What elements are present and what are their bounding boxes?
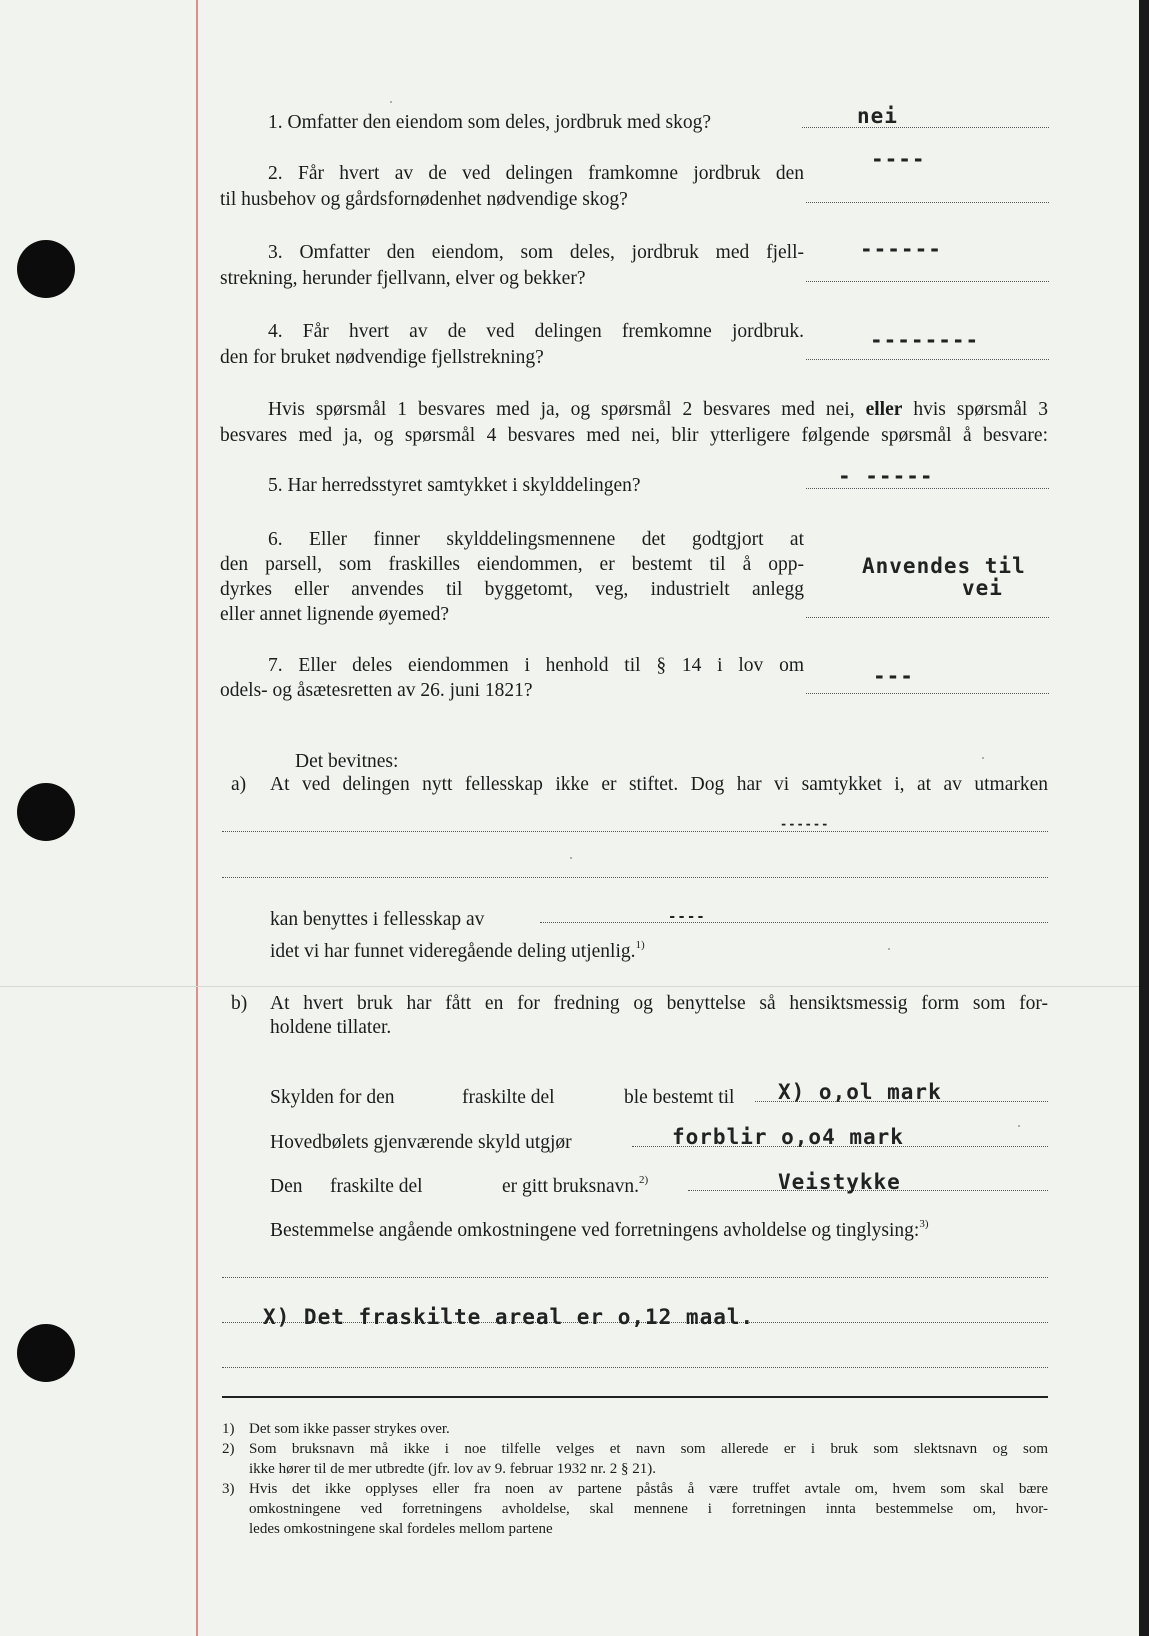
answer-4: -------- — [870, 328, 980, 352]
attest-a-text: At ved delingen nytt fellesskap ikke er stiftet. Dog har vi samtykket i, at av utmarken — [270, 774, 1048, 795]
question-4-line2: den for bruket nødvendige fjellstrekning? — [220, 347, 544, 368]
answer-2: ---- — [871, 147, 926, 171]
answer-line-6 — [806, 617, 1049, 618]
answer-line-1 — [802, 127, 1049, 128]
question-6-line2: den parsell, som fraskilles eiendommen, er bestemt til å opp- — [220, 554, 804, 575]
question-6-line3: dyrkes eller anvendes til byggetomt, veg, industrielt anlegg — [220, 579, 804, 600]
omk-label: Bestemmelse angående omkostningene ved forretningens avholdelse og tinglysing:$^{3)}$ — [270, 1218, 929, 1241]
answer-line-5 — [806, 488, 1049, 489]
answer-5: - ----- — [838, 464, 934, 488]
answer-6-line1: Anvendes til — [862, 554, 1026, 578]
found-text: idet vi har funnet videregående deling utjenlig.$^{1)}$ — [270, 939, 645, 962]
footnote-2-ref: 2) — [222, 1441, 235, 1457]
footnote-3-line3: ledes omkostningene skal fordeles mellom partene — [249, 1521, 553, 1537]
speck — [570, 857, 572, 859]
answer-line-4 — [806, 359, 1049, 360]
speck — [888, 948, 890, 950]
utmark-fill: ------ — [780, 817, 830, 831]
page-fold — [0, 986, 1140, 987]
question-7-line1: 7. Eller deles eiendommen i henhold til § 14 i lov om — [268, 655, 804, 676]
shared-label: kan benyttes i fellesskap av — [270, 909, 485, 930]
question-1: 1. Omfatter den eiendom som deles, jordbruk med skog? — [268, 112, 711, 133]
question-2-line2: til husbehov og gårdsfornødenhet nødvendige skog? — [220, 189, 628, 210]
skyld-label-1: Skylden for den — [270, 1087, 395, 1108]
condition-line1: Hvis spørsmål 1 besvares med ja, og spørsmål 2 besvares med nei, eller hvis spørsmål 3 — [268, 399, 1049, 420]
areal-note: X) Det fraskilte areal er o,12 maal. — [263, 1305, 755, 1329]
navn-label-1: Den — [270, 1176, 303, 1197]
answer-6-line2: vei — [962, 576, 1003, 600]
attest-b-line2: holdene tillater. — [270, 1017, 392, 1038]
speck — [390, 101, 392, 103]
question-3-line2: strekning, herunder fjellvann, elver og bekker? — [220, 268, 586, 289]
attest-b-line1: At hvert bruk har fått en for fredning og benyttelse så hensiktsmessig form som for- — [270, 993, 1048, 1014]
hoved-label: Hovedbølets gjenværende skyld utgjør — [270, 1132, 572, 1153]
footnote-3-ref: 3) — [222, 1481, 235, 1497]
footnote-3-line1: Hvis det ikke opplyses eller fra noen av partene påstås å være truffet avtale om, hvem som skal bære — [249, 1481, 1048, 1497]
speck — [982, 757, 984, 759]
attest-heading: Det bevitnes: — [295, 751, 399, 772]
navn-value: Veistykke — [778, 1170, 901, 1194]
utmark-line-1 — [222, 831, 1048, 832]
question-6-line1: 6. Eller finner skylddelingsmennene det godtgjort at — [268, 529, 804, 550]
margin-line — [196, 0, 198, 1636]
question-6-line4: eller annet lignende øyemed? — [220, 604, 450, 625]
hoved-value: forblir o,o4 mark — [672, 1125, 904, 1149]
question-7-line2: odels- og åsætesretten av 26. juni 1821? — [220, 680, 533, 701]
footnote-1: Det som ikke passer strykes over. — [249, 1421, 450, 1437]
navn-label-2: fraskilte del — [330, 1176, 423, 1197]
footnote-3-line2: omkostningene ved forretningens avholdelse, skal mennene i forretningen innta bestemmelse om, hvor- — [249, 1501, 1048, 1517]
question-2-line1: 2. Får hvert av de ved delingen framkomne jordbruk den — [268, 163, 804, 184]
footnote-2-line1: Som bruksnavn må ikke i noe tilfelle velges et navn som allerede er i bruk som slektsnavn og som — [249, 1441, 1048, 1457]
footnote-1-ref: 1) — [222, 1421, 235, 1437]
answer-line-3 — [806, 281, 1049, 282]
footnote-2-line2: ikke hører til de mer utbredte (jfr. lov av 9. februar 1932 nr. 2 § 21). — [249, 1461, 656, 1477]
answer-7: --- — [873, 664, 914, 688]
punch-hole — [17, 1324, 75, 1382]
answer-line-2 — [806, 202, 1049, 203]
speck — [1018, 1125, 1020, 1127]
question-3-line1: 3. Omfatter den eiendom, som deles, jordbruk med fjell- — [268, 242, 804, 263]
utmark-line-2 — [222, 877, 1048, 878]
shared-fill: ---- — [668, 909, 706, 925]
skyld-value: X) o,ol mark — [778, 1080, 942, 1104]
punch-hole — [17, 783, 75, 841]
omk-line-1 — [222, 1277, 1048, 1278]
attest-a-label: a) — [231, 774, 247, 795]
skyld-label-2: fraskilte del — [462, 1087, 555, 1108]
condition-line2: besvares med ja, og spørsmål 4 besvares med nei, blir ytterligere følgende spørsmål å besvare: — [220, 425, 1048, 446]
question-4-line1: 4. Får hvert av de ved delingen fremkomne jordbruk. — [268, 321, 805, 342]
omk-line-3 — [222, 1367, 1048, 1368]
punch-hole — [17, 240, 75, 298]
question-5: 5. Har herredsstyret samtykket i skylddelingen? — [268, 475, 641, 496]
attest-b-label: b) — [231, 993, 248, 1014]
answer-1: nei — [857, 104, 898, 128]
navn-label-3: er gitt bruksnavn.$^{2)}$ — [502, 1174, 649, 1197]
footnote-rule — [222, 1396, 1048, 1398]
answer-line-7 — [806, 693, 1049, 694]
skyld-label-3: ble bestemt til — [624, 1087, 735, 1108]
shared-line — [540, 922, 1048, 923]
scan-edge — [1139, 0, 1149, 1636]
answer-3: ------ — [860, 237, 942, 261]
